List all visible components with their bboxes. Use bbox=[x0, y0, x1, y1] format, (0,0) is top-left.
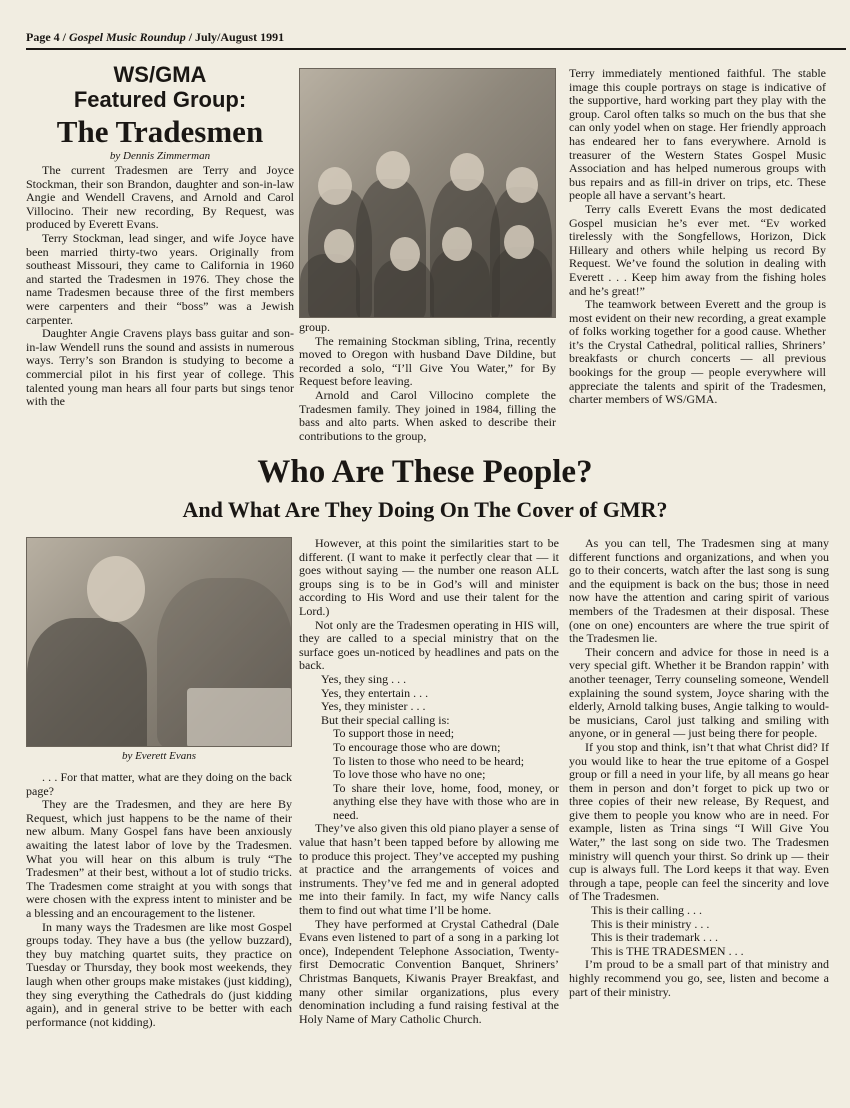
cover-column-1: . . . For that matter, what are they doing on the back page? They are the Tradesmen, and they are here By Request, which just happens to be the name of their new album. Many Gospel fans have been anxiously awaiting the latest labor of love by the Tradesmen. What you will hear on this album is truly “The Tradesmen” at their best, without a lot of studio tricks. The Tradesmen come straight at you with songs that were chosen with the express intent to minister and be a blessing and an encouragement to the listener. In many ways the Tradesmen are like most Gospel groups today. They have a bus (the yellow buzzard), they buy matching quartet suits, they practice on Tuesday or Thursday, they book most weekends, they laugh when other groups make mistakes (just kidding), they sing everything the Cathedrals do (just kidding again), and in general strive to be better with each performance (not kidding). bbox=[26, 770, 292, 1029]
featured-column-2: group. The remaining Stockman sibling, Trina, recently moved to Oregon with husband Dave Dildine, but recorded a solo, “I’ll Give You Water,” for By Request before leaving. Arnold and Carol Villocino complete the Tradesmen family. They joined in 1984, filling the bass and alto parts. When asked to describe their contributions to the group, bbox=[299, 320, 556, 443]
running-header: Page 4 / Gospel Music Roundup / July/August 1991 bbox=[26, 30, 285, 44]
cover-column-3: As you can tell, The Tradesmen sing at many different functions and organizations, and when you go to their concerts, watch after the last song is sung and the equipment is back on the bus; those in need now have the attention and caring spirit of various members of the Tradesmen at their disposal. These (one on one) encounters are where the true spirit of the Tradesmen lie. Their concern and advice for those in need is a very special gift. Whether it be Brandon rappin’ with another teenager, Terry counseling someone, Wendell explaining the sound system, Joyce sharing with the elderly, Arnold talking buses, Angie talking to would-be musicians, Carol just talking and smiling with anyone, or in general — just being there for people. If you stop and think, isn’t that what Christ did? If you would like to hear the true epitome of a Gospel group or fill a need in your life, by all means go hear them in person and don’t forget to pick up two or three copies of their new release, By Request, and give them to people you know who are in need. For example, listen as Trina sings “I Will Give You Water,” the last song on side two. The Tradesmen ministry will quench your thirst. So drink up — their cup is always full. The Lord keeps it that way. Even through a tape, people can feel the sincerity and love of The Tradesmen. This is their calling . . . This is their ministry . . . This is their trademark . . . This is THE TRADESMEN . . . I’m proud to be a small part of that ministry and highly recommend you go, see, listen and become a part of their ministry. bbox=[569, 536, 829, 999]
photo-credit: by Everett Evans bbox=[121, 750, 197, 762]
featured-title: WS/GMA Featured Group: The Tradesmen bbox=[56, 62, 264, 149]
featured-byline: by Dennis Zimmerman bbox=[109, 150, 211, 162]
header-rule bbox=[26, 48, 846, 50]
page-number: Page 4 bbox=[26, 30, 60, 44]
piano-player-photo bbox=[26, 537, 292, 747]
featured-column-3: Terry immediately mentioned faithful. The stable image this couple portrays on stage is indicative of the supportive, hard working part they play with the group. Carol often talks so much on the bus that she can only yodel when on stage. Her friendly approach has endeared her to fans everywhere. Arnold is treasurer of the Western States Gospel Music Association and has helped numerous groups with bus repairs and as fill-in driver on trips, etc. These people all have a servant’s heart. Terry calls Everett Evans the most dedicated Gospel musician he’s ever met. “Ev worked tirelessly with the Songfellows, Horizon, Dick Hilleary and others while helping us record By Request. We’ve found the solution in dealing with Everett . . . Keep him away from the fishing holes and he’s great!” The teamwork between Everett and the group is most evident on their new recording, a great example of folks working together for a good cause. Whether it’s the Crystal Cathedral, political rallies, Shriners’ breakfasts or church concerts — all previous bookings for the group — people everywhere will appreciate the talents and spirit of the Tradesmen, charter members of WS/GMA. bbox=[569, 66, 826, 407]
group-photo bbox=[299, 68, 556, 318]
publication-name: Gospel Music Roundup bbox=[69, 30, 186, 44]
cover-column-2: However, at this point the similarities start to be different. (I want to make it perfectly clear that — it goes without saying — the number one reason ALL groups sing is to be in God’s will and minister according to His Word and use their talent for the Lord.) Not only are the Tradesmen operating in HIS will, they are called to a special ministry that on the surface goes un-noticed by headlines and pats on the back. Yes, they sing . . . Yes, they entertain . . . Yes, they minister . . . But their special calling is: To support those in need; To encourage those who are down; To listen to those who need to be heard; To love those who have no one; To share their love, home, food, money, or anything else they have with those who are in need. They’ve also given this old piano player a sense of value that hasn’t been tapped before by allowing me to produce this project. They’ve accepted my pushing at practice and the arrangements of voices and instruments. They’ve fed me and in general adopted me into their family. In fact, my wife Nancy calls them to find out what time I’ll be home. They have performed at Crystal Cathedral (Dale Evans even listened to part of a song in a parking lot once), Independent Telephone Association, Twenty-first Democratic Convention Banquet, Shriners’ Christmas Banquets, Kiwanis Prayer Breakfast, and many other similar organizations, plus every denomination including a fund raising festival at the Holy Name of Mary Catholic Church. bbox=[299, 536, 559, 1026]
featured-column-1: The current Tradesmen are Terry and Joyce Stockman, their son Brandon, daughter and son-in-law Angie and Wendell Cravens, and Arnold and Carol Villocino. Their new recording, By Request, was produced by Everett Evans. Terry Stockman, lead singer, and wife Joyce have been married thirty-two years. Originally from southeast Missouri, they came to California in 1960 and started the Tradesmen in 1976. They chose the name Tradesmen because three of the first members were carpenters and their “boss” was a Jewish carpenter. Daughter Angie Cravens plays bass guitar and son-in-law Wendell runs the sound and assists in numerous ways. Terry’s son Brandon is studying to become a commercial pilot in his first year of college. This talented young man hears all four parts but sings tenor with the bbox=[26, 163, 294, 409]
cover-story-headline: Who Are These People? bbox=[257, 454, 593, 490]
cover-story-subheadline: And What Are They Doing On The Cover of GMR? bbox=[182, 497, 668, 522]
issue-date: July/August 1991 bbox=[195, 30, 285, 44]
